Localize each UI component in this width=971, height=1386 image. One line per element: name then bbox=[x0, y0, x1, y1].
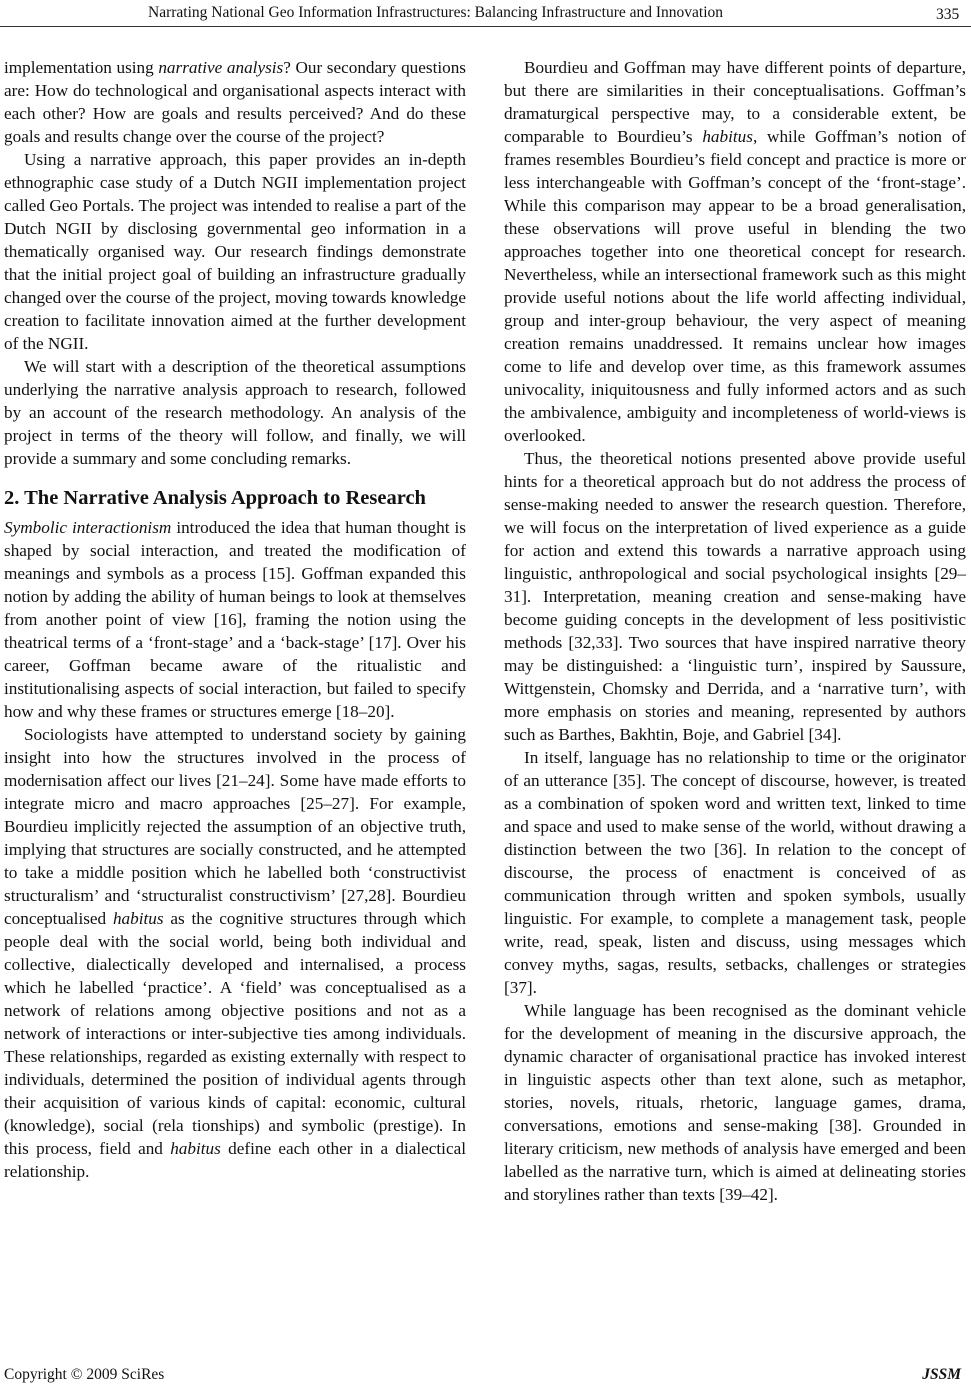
text-run: implementation using bbox=[4, 58, 159, 77]
text-run: Sociologists have attempted to understand society by gaining insight into how the structures involved in the process of modernisation affect our lives [21–24]. Some have made efforts to integrate micro and macro approaches [25–27]. For example, Bourdieu implicitly rejected the assumption of an objective truth, implying that structures are socially constructed, and he attempted to take a middle position which he labelled both ‘constructivist structuralism’ and ‘structuralist constructivism’ [27,28]. Bourdieu conceptualised bbox=[4, 725, 466, 928]
text-run: , while Goffman’s notion of frames resembles Bourdieu’s field concept and practice is more or less interchangeable with Goffman’s concept of the ‘front-stage’. While this comparison may appear to be a broad generalisation, these observations will prove useful in blending the two approaches together into one theoretical concept for research. Nevertheless, while an intersectional framework such as this might provide useful notions about the life world affecting individual, group and inter-group behaviour, the very aspect of meaning creation remains unaddressed. It remains unclear how images come to life and develop over time, as this framework assumes univocality, iniquitousness and fully informed actors and as such the ambivalence, ambiguity and incompleteness of world-views is overlooked. bbox=[504, 127, 967, 445]
running-title: Narrating National Geo Information Infrastructures: Balancing Infrastructure and Innovation bbox=[148, 4, 724, 21]
right-column bbox=[504, 56, 966, 1206]
italic-term: habitus bbox=[702, 127, 753, 146]
italic-term: narrative analysis bbox=[158, 58, 284, 77]
paragraph bbox=[4, 56, 466, 148]
paragraph: In itself, language has no relationship to time or the originator of an utterance [35]. The concept of discourse, however, is treated as a combination of spoken word and written text, linked to time and space and used to make sense of the world, without drawing a distinction between the two [36]. In relation to the concept of discourse, the process of enactment is conceived of as communication through written and spoken symbols, usually linguistic. For example, to complete a management task, people write, read, speak, listen and discuss, using messages which convey myths, sagas, results, setbacks, challenges or strategies [37]. bbox=[504, 748, 966, 997]
text-run: introduced the idea that human thought is shaped by social interaction, and treated the modification of meanings and symbols as a process [15]. Goffman expanded this notion by adding the ability of human beings to look at themselves from another point of view [16], framing the notion using the theatrical terms of a ‘front-stage’ and a ‘back-stage’ [17]. Over his career, Goffman became aware of the ritualistic and institutionalising aspects of social interaction, but failed to specify how and why these frames or structures emerge [18–20]. bbox=[4, 518, 466, 721]
italic-term: habitus bbox=[112, 909, 164, 928]
page-number: 335 bbox=[936, 6, 960, 23]
text-run: as the cognitive structures through which people deal with the social world, being both individual and collective, dialectically developed and internalised, a process which he labelled ‘practice’. A ‘field’ was conceptualised as a network of relations among objective positions and not as a network of interactions or inter-subjective ties among individuals. These relationships, regarded as existing externally with respect to individuals, determined the position of individual agents through their acquisition of various kinds of capital: economic, cultural (knowledge), social (rela tionships) and symbolic (prestige). In this process, field and bbox=[4, 909, 466, 1158]
text-run: Bourdieu and Goffman may have different points of departure, but there are similarities in their conceptualisations. Goffman’s dramaturgical perspective may, to a considerable extent, be comparable to Bourdieu’s bbox=[504, 58, 966, 146]
paragraph: Using a narrative approach, this paper provides an in-depth ethnographic case study of a Dutch NGII implementation project called Geo Portals. The project was intended to realise a part of the Dutch NGII by disclosing governmental geo information in a thematically organised way. Our research findings demonstrate that the initial project goal of building an infrastructure gradually changed over the course of the project, moving towards knowledge creation to facilitate innovation aimed at the further development of the NGII. bbox=[4, 150, 467, 353]
paragraph bbox=[4, 723, 466, 1183]
paragraph: Thus, the theoretical notions presented above provide useful hints for a theoretical approach but do not address the process of sense-making needed to answer the research question. Therefore, we will focus on the interpretation of lived experience as a guide for action and extend this towards a narrative approach using linguistic, anthropological and social psychological insights [29–31]. Interpretation, meaning creation and sense-making have become guiding concepts in the development of less positivistic methods [32,33]. Two sources that have inspired narrative theory may be distinguished: a ‘linguistic turn’, inspired by Saussure, Wittgenstein, Chomsky and Derrida, and a ‘narrative turn’, with more emphasis on stories and meaning, represented by authors such as Barthes, Bakhtin, Boje, and Gabriel [34]. bbox=[504, 449, 966, 744]
text-run: ? Our secondary questions are: How do technological and organisational aspects interact with each other? How are goals and results perceived? And do these goals and results change over the course of the project? bbox=[4, 58, 466, 146]
paragraph bbox=[4, 516, 466, 723]
paragraph: While language has been recognised as the dominant vehicle for the development of meaning in the discursive approach, the dynamic character of organisational practice has invoked interest in linguistic aspects other than text alone, such as metaphor, stories, novels, rituals, rhetoric, language games, drama, conversations, emotions and sense-making [38]. Grounded in literary criticism, new methods of analysis have emerged and been labelled as the narrative turn, which is aimed at delineating stories and storylines rather than texts [39–42]. bbox=[504, 1001, 966, 1204]
running-header bbox=[0, 0, 971, 30]
header-rule bbox=[0, 26, 971, 27]
copyright-notice: Copyright © 2009 SciRes bbox=[4, 1366, 165, 1383]
italic-term: Symbolic interactionism bbox=[4, 518, 172, 537]
journal-name: JSSM bbox=[922, 1366, 961, 1383]
paragraph: We will start with a description of the theoretical assumptions underlying the narrative analysis approach to research, followed by an account of the research methodology. An analysis of the project in terms of the theory will follow, and finally, we will provide a summary and some concluding remarks. bbox=[4, 357, 466, 468]
section-heading: 2. The Narrative Analysis Approach to Research bbox=[4, 487, 426, 509]
running-footer bbox=[0, 1360, 971, 1386]
text-run: define each other in a dialectical relationship. bbox=[4, 1139, 466, 1181]
italic-term: habitus bbox=[170, 1139, 221, 1158]
paragraph bbox=[504, 56, 966, 447]
left-column bbox=[4, 56, 466, 1183]
